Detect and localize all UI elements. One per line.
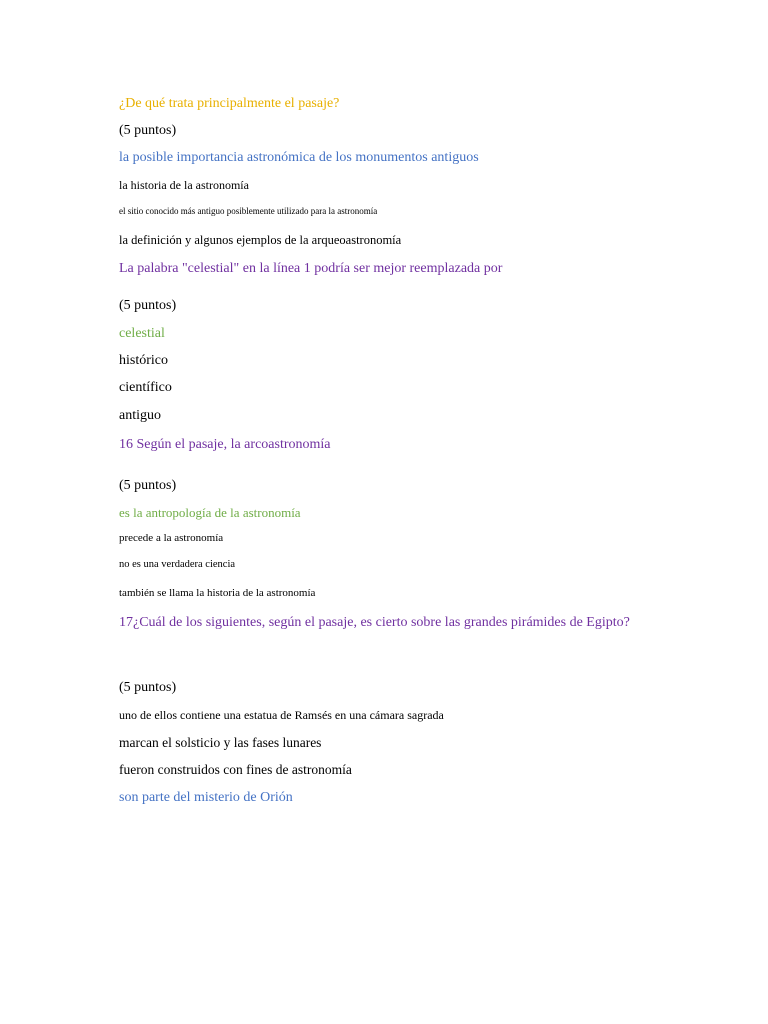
question-3-option-1[interactable]: es la antropología de la astronomía bbox=[119, 505, 301, 520]
question-4-prompt: 17¿Cuál de los siguientes, según el pasaje, es cierto sobre las grandes pirámides de Egipto? bbox=[119, 615, 630, 630]
question-1-option-2[interactable]: la historia de la astronomía bbox=[119, 178, 249, 192]
question-1-option-1[interactable]: la posible importancia astronómica de los monumentos antiguos bbox=[119, 150, 479, 165]
question-4-points: (5 puntos) bbox=[119, 680, 177, 695]
question-2-option-4[interactable]: antiguo bbox=[119, 408, 161, 423]
question-2-points: (5 puntos) bbox=[119, 298, 177, 313]
question-3-option-4[interactable]: también se llama la historia de la astronomía bbox=[119, 587, 316, 599]
question-4-option-3[interactable]: fueron construidos con fines de astronomía bbox=[119, 762, 352, 777]
question-1-option-4[interactable]: la definición y algunos ejemplos de la arqueoastronomía bbox=[119, 233, 402, 247]
question-3-points: (5 puntos) bbox=[119, 478, 177, 493]
question-2-option-1[interactable]: celestial bbox=[119, 326, 165, 341]
question-3-option-2[interactable]: precede a la astronomía bbox=[119, 532, 224, 544]
question-2-prompt: La palabra "celestial" en la línea 1 podría ser mejor reemplazada por bbox=[119, 261, 503, 276]
question-4-option-1[interactable]: uno de ellos contiene una estatua de Ramsés en una cámara sagrada bbox=[119, 708, 444, 722]
question-1-prompt: ¿De qué trata principalmente el pasaje? bbox=[119, 96, 340, 111]
question-4-option-4[interactable]: son parte del misterio de Orión bbox=[119, 790, 293, 805]
question-2-option-3[interactable]: científico bbox=[119, 380, 172, 395]
question-4-option-2[interactable]: marcan el solsticio y las fases lunares bbox=[119, 735, 322, 750]
question-1-option-3[interactable]: el sitio conocido más antiguo posiblemente utilizado para la astronomía bbox=[119, 206, 378, 216]
question-3-prompt: 16 Según el pasaje, la arcoastronomía bbox=[119, 437, 331, 452]
question-1-points: (5 puntos) bbox=[119, 123, 177, 138]
question-3-option-3[interactable]: no es una verdadera ciencia bbox=[119, 559, 236, 570]
question-2-option-2[interactable]: histórico bbox=[119, 353, 168, 368]
